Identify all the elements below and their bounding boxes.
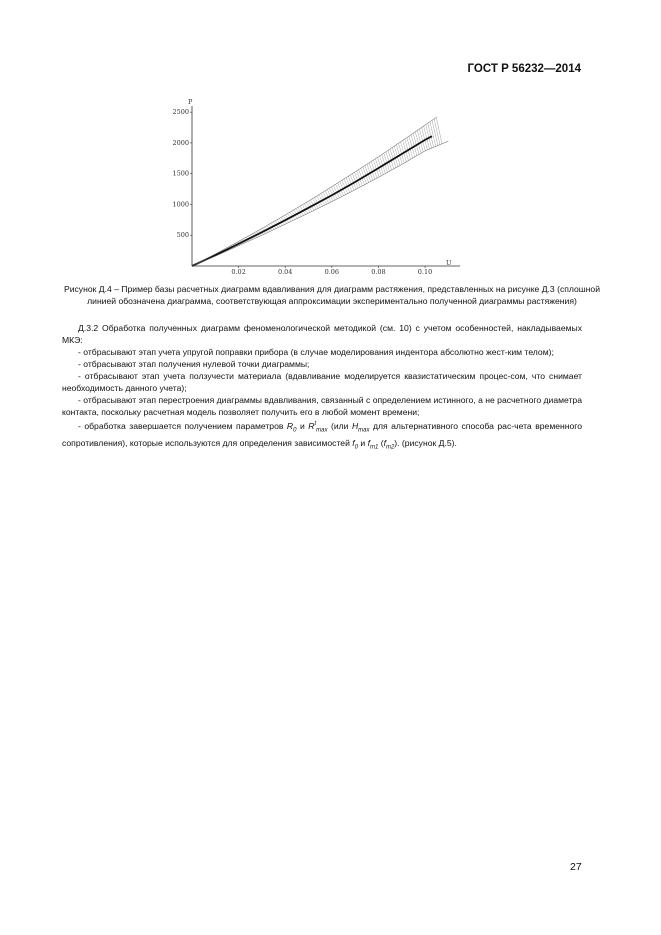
band-hatch-line [428,123,434,147]
symbol: R [308,420,315,431]
symbol: f [352,437,355,448]
list-item-final [62,418,582,453]
y-tick-label: 1000 [172,200,189,209]
y-tick-label: 1500 [172,169,189,178]
text-fragment: ). (рисунок Д.5). [394,437,457,448]
subscript: max [358,427,370,434]
body-text [62,322,582,453]
subscript: m2 [385,444,395,451]
ticks-layer [172,108,432,274]
band-hatch-line [434,119,440,145]
list-item: - отбрасывают этап перестроения диаграммы вдавливания, связанный с определением истинного, а не расчетного диаметра контакта, поскольку расчетная модель позволяет получить его в любой момент времени; [62,395,582,417]
band-hatch-line [436,117,442,143]
x-tick-label: 0.02 [231,268,246,274]
superscript: t [314,421,317,427]
x-tick-label: 0.04 [277,268,293,274]
symbol: H [351,420,359,431]
band-hatch-line [430,122,436,147]
symbol: f [383,437,386,448]
list-item: - отбрасывают этап учета ползучести материала (вдавливание моделируется квазистатическим процес-сом, что снимает необходимость данного учета); [62,371,582,393]
band-hatch [201,117,442,261]
paragraph-intro: Д.3.2 Обработка полученных диаграмм феноменологической методикой (см. 10) с учетом особенностей, накладываемых МКЭ: [62,323,582,345]
subscript: max [316,427,328,434]
y-axis-label: P [188,98,193,106]
y-tick-label: 500 [176,231,189,240]
subscript: 0 [354,444,358,451]
page-number: 27 [570,861,582,873]
param-rmax [308,420,328,434]
list-item: - отбрасывают этап учета упругой поправки прибора (в случае моделирования индентора абсолютно жест-ким телом); [78,347,554,357]
x-tick-label: 0.10 [417,268,433,274]
subscript: m1 [369,444,379,451]
indentation-chart [160,96,460,274]
y-tick-label: 2000 [172,138,189,147]
list-item: - отбрасывают этап получения нулевой точки диаграммы; [78,359,310,369]
param-fm2 [383,437,395,451]
chart-canvas [160,96,460,274]
text-fragment: ( [378,437,384,448]
param-hmax [351,420,370,434]
document-standard-header: ГОСТ Р 56232—2014 [467,63,581,75]
text-fragment: и [358,437,368,448]
subscript: 0 [293,427,297,434]
x-tick-label: 0.08 [371,268,386,274]
text-fragment: и [296,420,309,431]
symbol: f [367,437,370,448]
x-tick-label: 0.06 [324,268,340,274]
symbol: R [286,420,294,431]
band-hatch-line [432,120,438,145]
param-fm1 [367,437,379,451]
text-fragment: для альтернативного способа рас-чета временного сопротивления), которые используются для определения зависимостей [62,420,582,448]
figure-caption: Рисунок Д.4 – Пример базы расчетных диаграмм вдавливания для диаграмм растяжения, представленных на рисунке Д.3 (сплошной линией обозначена диаграмма, соответствующая аппроксимации экспериментально полученной диаграммы растяжения) [63,284,601,306]
text-fragment: - обработка завершается получением параметров [78,420,287,431]
text-fragment: (или [327,420,352,431]
series-line-band-upper [192,117,437,266]
series-line-approximation [192,136,432,266]
y-tick-label: 2500 [172,108,189,117]
x-axis-label: U [446,259,452,267]
